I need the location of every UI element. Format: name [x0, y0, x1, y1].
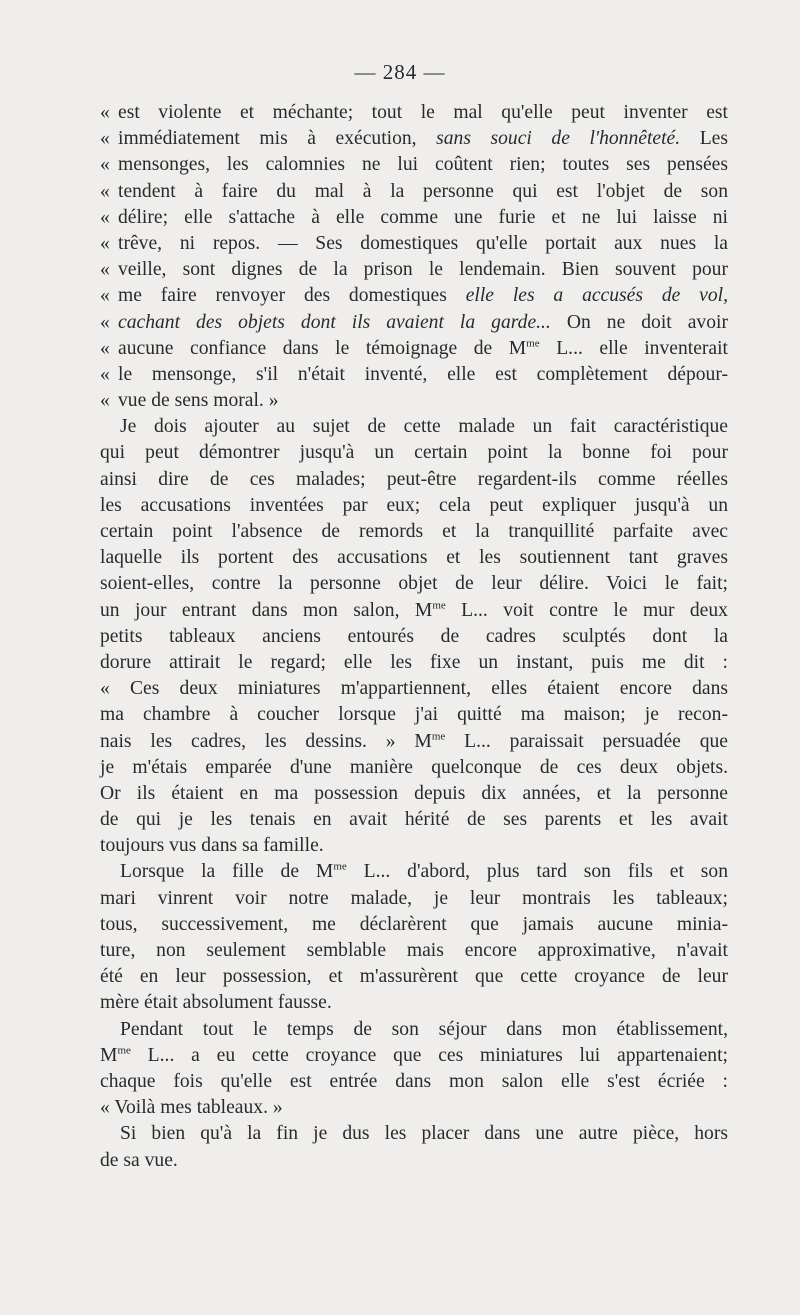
line-text-continued: On ne doit avoir: [550, 311, 728, 333]
superscript: me: [526, 337, 540, 350]
text-line: [100, 598, 728, 624]
line-text: mari vinrent voir notre malade, je leur montrais les tableaux;: [100, 887, 728, 909]
line-text: qui peut démontrer jusqu'à un certain point la bonne foi pour: [100, 442, 728, 464]
line-text: dorure attirait le regard; elle les fixe un instant, puis me dit :: [100, 651, 728, 673]
line-text: toujours vus dans sa famille.: [100, 835, 324, 857]
text-line: [100, 571, 728, 597]
line-text: « Voilà mes tableaux. »: [100, 1097, 283, 1119]
text-line: [100, 833, 728, 859]
text-line: [100, 886, 728, 912]
text-line: [100, 1095, 728, 1121]
text-line: [100, 964, 728, 990]
page-number: — 284 —: [354, 60, 446, 84]
line-text: un jour entrant dans mon salon, M: [100, 599, 433, 621]
line-text-continued: L... voit contre le mur deux: [445, 599, 728, 621]
line-text: petits tableaux anciens entourés de cadres sculptés dont la: [100, 625, 728, 647]
line-text: délire; elle s'attache à elle comme une furie et ne lui laisse ni: [118, 206, 728, 228]
text-line: [100, 100, 728, 126]
line-text-continued: L... d'abord, plus tard son fils et son: [346, 861, 728, 883]
quote-mark: «: [100, 311, 110, 333]
text-line: [100, 257, 728, 283]
text-line: [100, 310, 728, 336]
text-line: [100, 650, 728, 676]
line-text: laquelle ils portent des accusations et les soutiennent tant graves: [100, 547, 728, 569]
line-text: ma chambre à coucher lorsque j'ai quitté ma maison; je recon-: [100, 704, 728, 726]
line-text: je m'étais emparée d'une manière quelconque de ces deux objets.: [100, 756, 728, 778]
line-text: tendent à faire du mal à la personne qui est l'objet de son: [118, 180, 728, 202]
line-text-continued: L... a eu cette croyance que ces miniatures lui appartenaient;: [130, 1044, 728, 1066]
superscript: me: [431, 729, 446, 742]
italic-text: elle les a accusés de vol,: [465, 285, 728, 307]
text-line: [100, 781, 728, 807]
text-line: [100, 388, 728, 414]
text-line: [100, 938, 728, 964]
line-text-continued: L... elle inventerait: [539, 337, 728, 359]
superscript: me: [333, 860, 347, 873]
text-line: [100, 624, 728, 650]
quote-mark: «: [100, 390, 110, 412]
line-text: nais les cadres, les dessins. » M: [100, 730, 432, 752]
italic-text: sans souci de l'honnêteté.: [436, 128, 681, 150]
line-text: Or ils étaient en ma possession depuis dix années, et la personne: [100, 782, 728, 804]
quote-mark: «: [100, 180, 110, 202]
line-text: M: [100, 1044, 118, 1066]
line-text: le mensonge, s'il n'était inventé, elle est complètement dépour-: [118, 363, 728, 385]
line-text: mensonges, les calomnies ne lui coûtent rien; toutes ses pensées: [118, 154, 728, 176]
line-text: chaque fois qu'elle est entrée dans mon salon elle s'est écriée :: [100, 1070, 728, 1092]
line-text: Je dois ajouter au sujet de cette malade un fait caractéristique: [120, 416, 728, 438]
quote-mark: «: [100, 285, 110, 307]
text-line: [100, 336, 728, 362]
quote-mark: «: [100, 337, 110, 359]
text-line: [100, 1121, 728, 1147]
line-text: les accusations inventées par eux; cela peut expliquer jusqu'à un: [100, 494, 728, 516]
body-text: [100, 100, 728, 1174]
text-line: [100, 205, 728, 231]
quote-mark: «: [100, 232, 110, 254]
line-text: Pendant tout le temps de son séjour dans mon établissement,: [120, 1018, 728, 1040]
text-line: [100, 990, 728, 1016]
text-line: [100, 440, 728, 466]
text-line: [100, 493, 728, 519]
line-text: soient-elles, contre la personne objet de leur délire. Voici le fait;: [100, 573, 728, 595]
line-text: certain point l'absence de remords et la tranquillité parfaite avec: [100, 521, 728, 542]
line-text-continued: Les: [680, 128, 728, 150]
line-text: Si bien qu'à la fin je dus les placer dans une autre pièce, hors: [120, 1123, 728, 1145]
text-line: [100, 519, 728, 545]
text-line: [100, 1043, 728, 1069]
line-text: « Ces deux miniatures m'appartiennent, elles étaient encore dans: [100, 678, 728, 700]
line-text: veille, sont dignes de la prison le lendemain. Bien souvent pour: [118, 259, 728, 281]
line-text: immédiatement mis à exécution,: [118, 128, 437, 150]
superscript: me: [432, 599, 446, 612]
text-line: [100, 1069, 728, 1095]
quote-mark: «: [100, 128, 110, 150]
italic-text: cachant des objets dont ils avaient la garde...: [118, 311, 551, 333]
quote-mark: «: [100, 206, 110, 228]
text-line: [100, 126, 728, 152]
line-text: aucune confiance dans le témoignage de M: [118, 337, 527, 359]
line-text: mère était absolument fausse.: [100, 992, 332, 1014]
text-line: [100, 179, 728, 205]
text-line: [100, 702, 728, 728]
line-text: vue de sens moral. »: [118, 390, 279, 412]
line-text: est violente et méchante; tout le mal qu'elle peut inventer est: [118, 102, 728, 123]
quote-mark: «: [100, 154, 110, 176]
line-text: de sa vue.: [100, 1149, 178, 1171]
text-line: [100, 755, 728, 781]
text-line: [100, 912, 728, 938]
line-text: été en leur possession, et m'assurèrent que cette croyance de leur: [100, 966, 728, 988]
text-line: [100, 283, 728, 309]
line-text: ainsi dire de ces malades; peut-être regardent-ils comme réelles: [100, 468, 728, 490]
text-line: [100, 676, 728, 702]
text-line: [100, 362, 728, 388]
text-line: [100, 729, 728, 755]
text-line: [100, 807, 728, 833]
superscript: me: [117, 1044, 131, 1057]
text-line: [100, 467, 728, 493]
line-text: ture, non seulement semblable mais encore approximative, n'avait: [100, 940, 728, 961]
quote-mark: «: [100, 259, 110, 281]
line-text: de qui je les tenais en avait hérité de ses parents et les avait: [100, 809, 728, 831]
text-line: [100, 1017, 728, 1043]
line-text: me faire renvoyer des domestiques: [118, 285, 466, 307]
text-line: [100, 152, 728, 178]
line-text: Lorsque la fille de M: [120, 861, 334, 883]
text-line: [100, 414, 728, 440]
text-line: [100, 545, 728, 571]
text-line: [100, 859, 728, 885]
quote-mark: «: [100, 363, 110, 385]
text-line: [100, 231, 728, 257]
text-line: [100, 1148, 728, 1174]
line-text-continued: L... paraissait persuadée que: [445, 730, 728, 752]
line-text: tous, successivement, me déclarèrent que jamais aucune minia-: [100, 913, 728, 935]
quote-mark: «: [100, 102, 110, 123]
line-text: trêve, ni repos. — Ses domestiques qu'elle portait aux nues la: [118, 232, 728, 254]
